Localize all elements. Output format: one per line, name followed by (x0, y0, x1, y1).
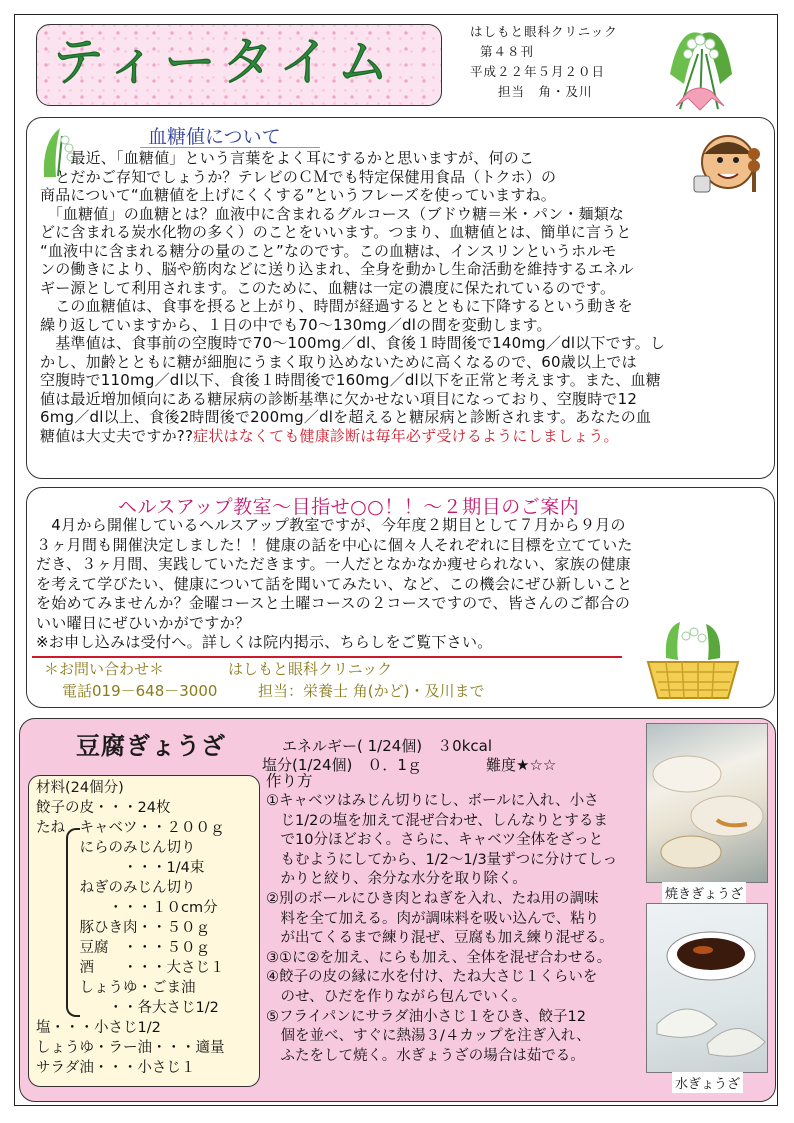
contact-clinic: はしもと眼科クリニック (228, 660, 393, 678)
difficulty-rating: 難度★☆☆ (486, 756, 557, 774)
ingredient-item: にらのみじん切り (36, 840, 196, 856)
issue-info (470, 22, 618, 102)
ingredient-item: たね キャベツ・・２００ｇ (36, 820, 225, 836)
ingredient-item: ・・・１０cm分 (36, 900, 218, 916)
body-line: だき、３ヶ月間、実践していただきます。一人だとなかなか痩せられない、家族の健康 (36, 555, 631, 573)
body-line: 基準値は、食事前の空腹時で70～100mg／dl、食後１時間後で140mg／dl以下です。し (40, 334, 666, 352)
step-line: ⑤フライパンにサラダ油小さじ１をひき、餃子12 (266, 1008, 586, 1025)
issue-date: 平成２２年５月２０日 (470, 64, 606, 79)
salt-info: 塩分(1/24個) ０．1ｇ (262, 756, 422, 774)
step-line: もむようにしてから、1/2～1/3量ずつに分けてしっ (266, 851, 618, 868)
application-note: ※お申し込みは受付へ。詳しくは院内掲示、ちらしをご覧下さい。 (36, 633, 493, 651)
body-line: 6mg／dl以上、食後2時間後で200mg／dlを超えると糖尿病と診断されます。あなたの血 (40, 408, 652, 426)
body-line: 商品について“血糖値を上げにくくする”というフレーズを使っていますね。 (40, 186, 556, 204)
ingredient-item: 豆腐 ・・・５０ｇ (36, 940, 210, 956)
lily-of-the-valley-bouquet-icon (640, 14, 760, 114)
step-line: のせ、ひだを作りながら包んでいく。 (266, 988, 527, 1005)
recipe-title: 豆腐ぎょうざ (76, 732, 226, 760)
closing-question: 糖値は大丈夫ですか?? (40, 426, 194, 445)
body-line: “血液中に含まれる糖分の量のこと”なのです。この血糖は、インスリンというホルモ (40, 241, 617, 260)
body-line: この血糖値は、食事を摂ると上がり、時間が経過するとともに下降するという動きを (40, 297, 633, 315)
contact-phone: 電話019－648－3000 (62, 682, 218, 700)
body-line: いい曜日にぜひいかがですか？ (36, 613, 251, 632)
health-check-advice: 症状はなくても健康診断は毎年必ず受けるようにしましょう。 (193, 426, 619, 445)
step-line: ふたをして焼く。水ぎょうざの場合は茹でる。 (266, 1047, 585, 1064)
ingredient-item: 塩・・・小さじ1/2 (36, 1020, 161, 1036)
body-line: 最近、「血糖値」という言葉をよく耳にするかと思いますが、何のこ (40, 149, 535, 167)
ingredient-item: サラダ油・・・小さじ１ (36, 1060, 196, 1076)
boiled-gyoza-image (647, 904, 767, 1072)
filling-brace (66, 828, 80, 1017)
body-line: かし、加齢とともに糖が細胞にうまく取り込めないために高くなるので、60歳以上では (40, 352, 637, 371)
step-line: が出てくるまで練り混ぜ、豆腐も加え練り混ぜる。 (266, 930, 614, 947)
ingredient-item: ねぎのみじん切り (36, 880, 196, 896)
steps-list (266, 792, 617, 1066)
body-line: を始めてみませんか？金曜コースと土曜コースの２コースですので、皆さんのご都合の (36, 594, 631, 612)
grilled-gyoza-image (647, 724, 767, 882)
step-line: で10分ほどおく。さらに、キャベツ全体をざっと (266, 832, 604, 849)
body-line: 「血糖値」の血糖とは？血液中に含まれるグルコース（ブドウ糖＝米・パン・麺類な (40, 204, 625, 223)
ingredients-title: 材料(24個分) (36, 780, 124, 796)
article1-heading: 血糖値について (148, 126, 281, 148)
ingredients-list (36, 798, 225, 1078)
grilled-gyoza-photo (646, 723, 768, 883)
step-line: じ1/2の塩を加えて混ぜ合わせ、しんなりとするま (266, 812, 608, 829)
step-line: ②別のボールにひき肉とねぎを入れ、たね用の調味 (266, 890, 599, 907)
grilled-gyoza-caption: 焼きぎょうざ (662, 882, 746, 903)
body-line: 空腹時で110mg／dl以下、食後１時間後で160mg／dl以下を正常と考えます。また、血糖 (40, 371, 661, 389)
ingredient-item: ・・各大さじ1/2 (36, 1000, 219, 1016)
boiled-gyoza-photo (646, 903, 768, 1073)
clinic-name: はしもと眼科クリニック (470, 24, 618, 39)
ingredient-item: 酒 ・・・大さじ１ (36, 960, 225, 976)
step-line: 料を全て加える。肉が調味料を吸い込んで、粘り (266, 910, 600, 927)
step-line: ①キャベツはみじん切りにし、ボールに入れ、小さ (266, 793, 599, 809)
newsletter-title: ティータイム (52, 33, 395, 93)
body-line: 繰り返していますから、１日の中でも70～130mg／dlの間を変動します。 (40, 315, 552, 334)
body-line: ３ヶ月間も開催決定しました！！健康の話を中心に個々人それぞれに目標を立てていた (36, 535, 633, 554)
body-line-last (40, 427, 665, 446)
body-line: を考えて学びたい、健康について話を聞いてみたい、など、この機会にぜひ新しいこと (36, 574, 633, 593)
ingredient-item: ・・・1/4束 (36, 860, 205, 876)
issue-number: 第４８刊 (480, 44, 535, 59)
body-line: ギー源として利用されます。このために、血糖は一定の濃度に保たれているのです。 (40, 278, 616, 297)
step-line: かりと絞り、余分な水分を取り除く。 (266, 871, 527, 888)
ingredient-item: しょうゆ・ラー油・・・適量 (36, 1040, 225, 1056)
body-line: 4月から開催しているヘルスアップ教室ですが、今年度２期目として７月から９月の (36, 516, 626, 534)
body-line: とだかご存知でしょうか？テレビのＣＭでも特定保健用食品（トクホ）の (40, 167, 557, 186)
body-line: ンの働きにより、脳や筋肉などに送り込まれ、全身を動かし生命活動を維持するエネル (40, 260, 634, 278)
staff-names: 担当 角・及川 (498, 84, 593, 99)
step-line: ③①に②を加え、にらも加え、全体を混ぜ合わせる。 (266, 949, 612, 966)
step-line: 個を並べ、すぐに熱湯３/４カップを注ぎ入れ、 (266, 1028, 591, 1045)
man-eating-icon (690, 126, 770, 198)
article1-body (40, 149, 665, 445)
body-line: 値は最近増加傾向にある糖尿病の診断基準に欠かせない項目になっており、空腹時で12 (40, 389, 638, 408)
contact-label: ＊お問い合わせ＊ (44, 660, 165, 678)
energy-info: エネルギー( 1/24個) ３0kcal (282, 737, 492, 755)
flower-basket-icon (636, 618, 750, 702)
article2-body (36, 516, 633, 653)
heading-underline (140, 147, 320, 148)
ingredient-item: しょうゆ・ごま油 (36, 980, 196, 996)
boiled-gyoza-caption: 水ぎょうざ (672, 1072, 743, 1093)
contact-person: 担当：栄養士 角(かど)・及川まで (258, 682, 485, 700)
article2-heading: ヘルスアップ教室～目指せ○○！！～２期目のご案内 (118, 496, 580, 518)
step-line: ④餃子の皮の縁に水を付け、たね大さじ１くらいを (266, 969, 598, 986)
ingredient-item: 餃子の皮・・・24枚 (36, 800, 171, 816)
steps-title: 作り方 (266, 772, 313, 790)
ingredient-item: 豚ひき肉・・５０ｇ (36, 920, 210, 936)
body-line: どに含まれる炭水化物の多く）のことをいいます。つまり、血糖値とは、簡単に言うと (40, 223, 632, 241)
